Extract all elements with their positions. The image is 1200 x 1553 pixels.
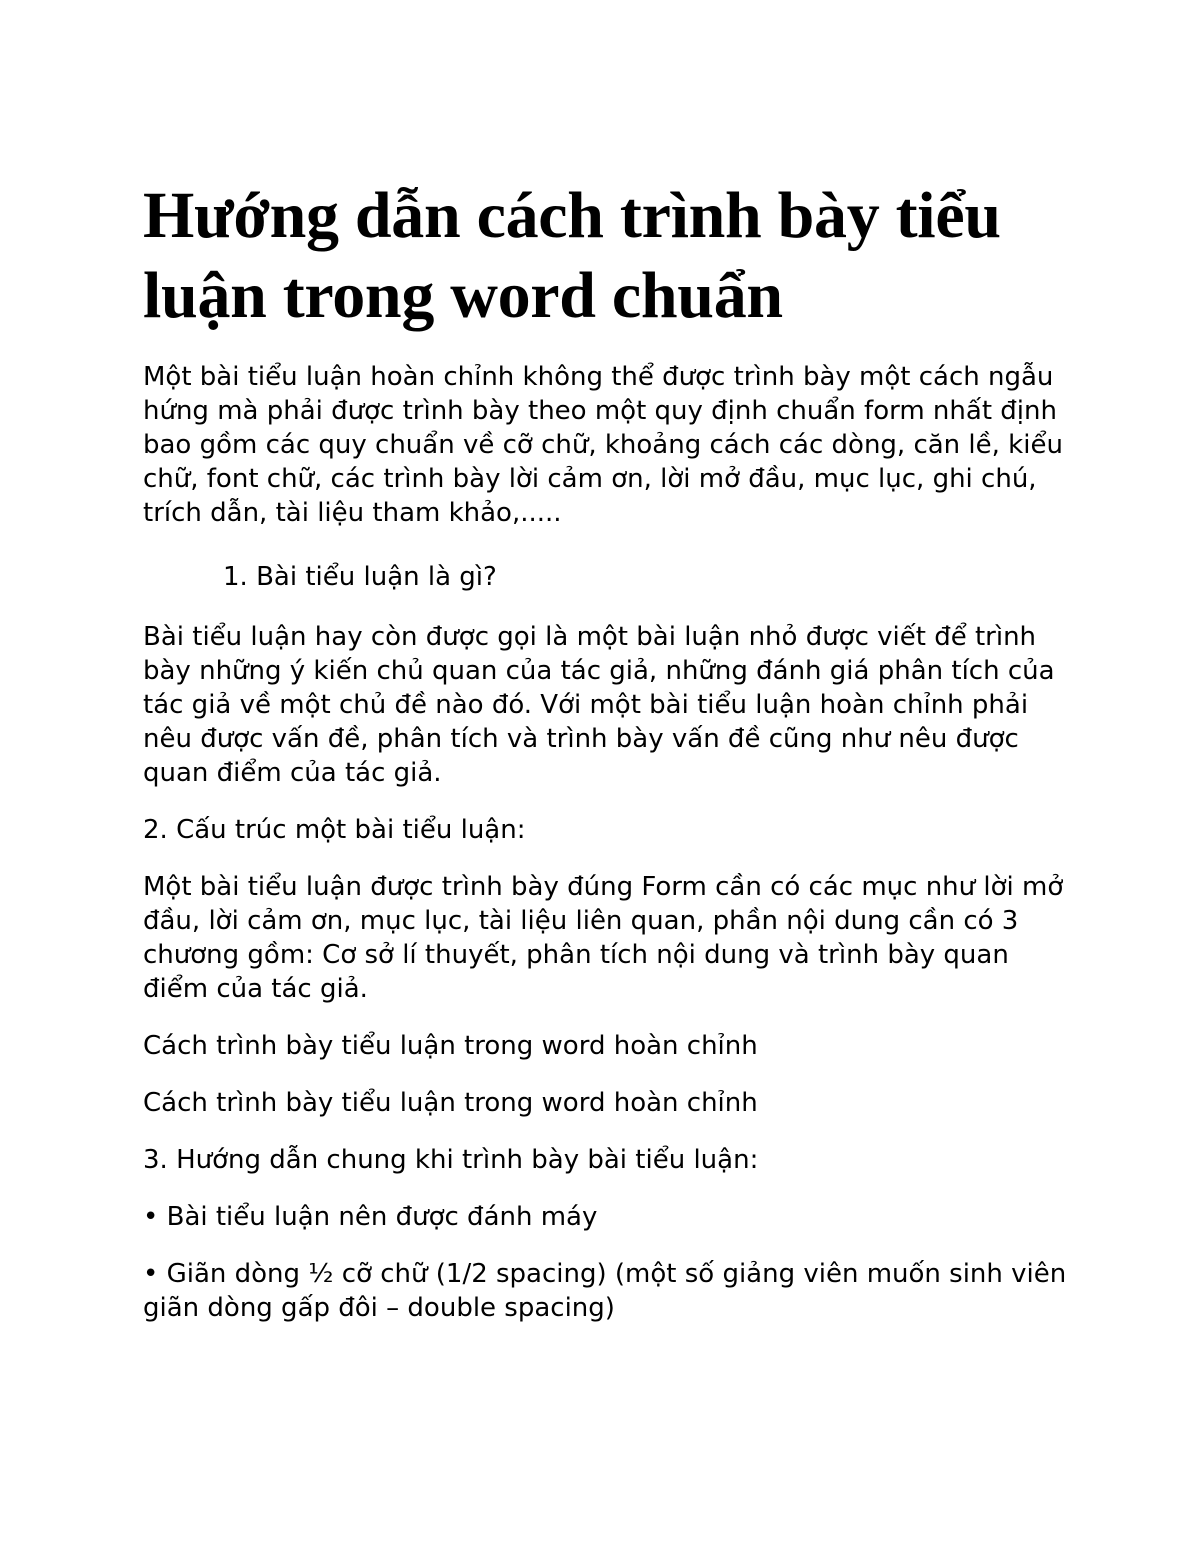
section-2-paragraph: Một bài tiểu luận được trình bày đúng Form cần có các mục như lời mở đầu, lời cảm ơn, mục lục, tài liệu liên quan, phần nội dung cần có 3 chương gồm: Cơ sở lí thuyết, phân tích nội dung và trình bày quan điểm của tác giả. xyxy=(143,872,1064,1004)
section-2-heading: 2. Cấu trúc một bài tiểu luận: xyxy=(143,815,526,845)
image-caption-1: Cách trình bày tiểu luận trong word hoàn chỉnh xyxy=(143,1031,758,1061)
document-content xyxy=(143,176,1073,1348)
section-3-heading: 3. Hướng dẫn chung khi trình bày bài tiểu luận: xyxy=(143,1145,759,1175)
image-caption-2: Cách trình bày tiểu luận trong word hoàn chỉnh xyxy=(143,1088,758,1118)
bullet-item: • Giãn dòng ½ cỡ chữ (1/2 spacing) (một số giảng viên muốn sinh viên giãn dòng gấp đôi – double spacing) xyxy=(143,1259,1067,1323)
intro-paragraph: Một bài tiểu luận hoàn chỉnh không thể được trình bày một cách ngẫu hứng mà phải được trình bày theo một quy định chuẩn form nhất định bao gồm các quy chuẩn về cỡ chữ, khoảng cách các dòng, căn lề, kiểu chữ, font chữ, các trình bày lời cảm ơn, lời mở đầu, mục lục, ghi chú, trích dẫn, tài liệu tham khảo,..... xyxy=(143,362,1063,528)
section-1-heading: 1. Bài tiểu luận là gì? xyxy=(223,562,497,592)
document-title: Hướng dẫn cách trình bày tiểu luận trong word chuẩn xyxy=(143,179,1001,332)
section-1-paragraph: Bài tiểu luận hay còn được gọi là một bài luận nhỏ được viết để trình bày những ý kiến chủ quan của tác giả, những đánh giá phân tích của tác giả về một chủ đề nào đó. Với một bài tiểu luận hoàn chỉnh phải nêu được vấn đề, phân tích và trình bày vấn đề cũng như nêu được quan điểm của tác giả. xyxy=(143,622,1055,788)
bullet-item: • Bài tiểu luận nên được đánh máy xyxy=(143,1202,598,1232)
